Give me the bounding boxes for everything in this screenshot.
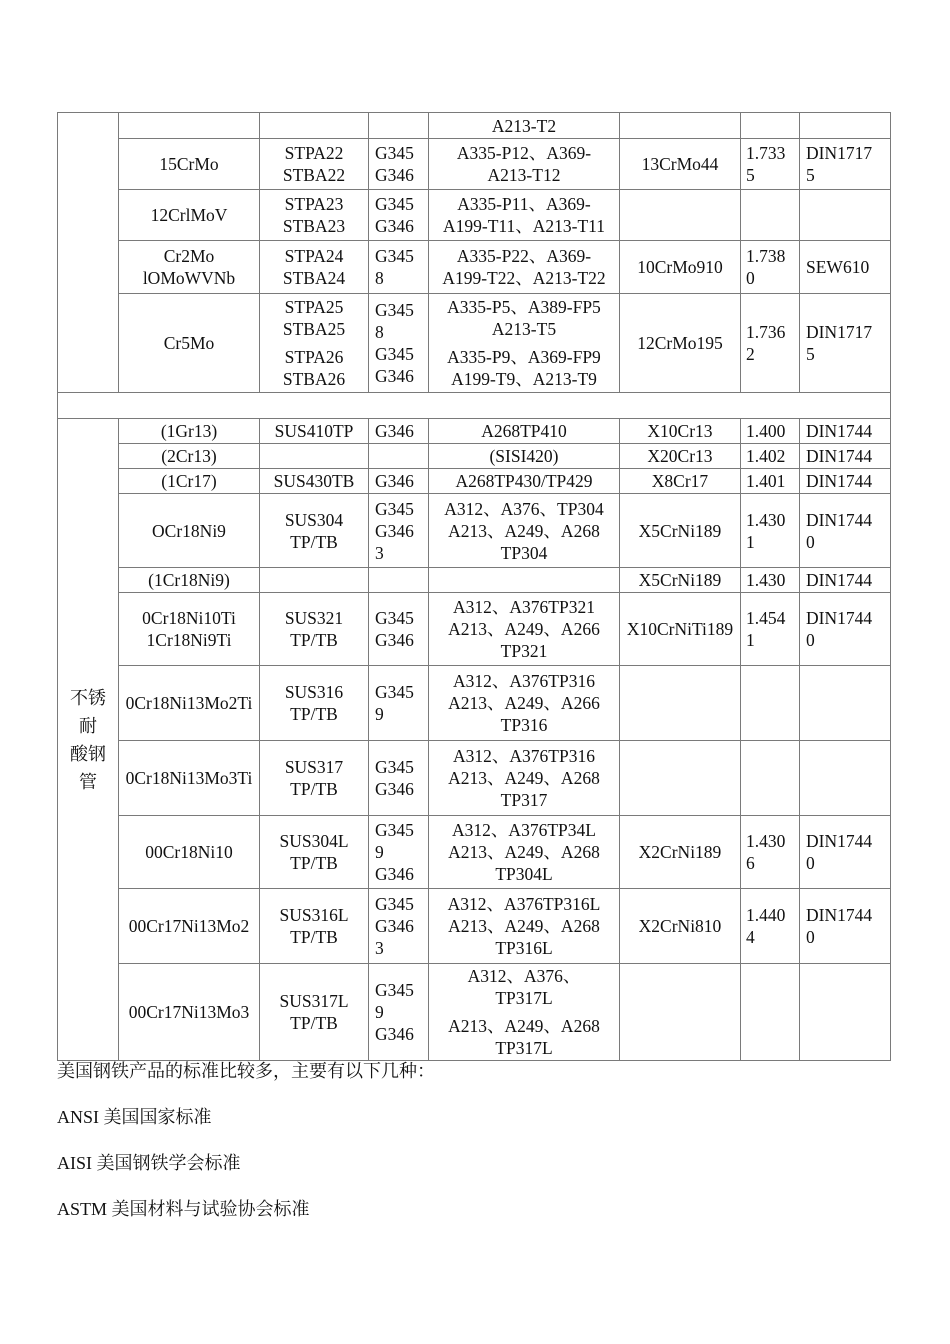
din-standard-cell xyxy=(800,190,891,241)
cell-line: SUS430TB xyxy=(273,471,355,491)
table-row xyxy=(58,419,891,444)
din-standard-cell xyxy=(800,568,891,593)
table-row xyxy=(58,139,891,190)
din-material-cell xyxy=(620,666,741,741)
jis-cell xyxy=(260,294,369,393)
cell-line: DIN1744 xyxy=(806,905,873,925)
cell-line: G346 xyxy=(375,520,414,541)
din-standard-cell xyxy=(800,419,891,444)
material-number-cell xyxy=(741,593,800,666)
jis-number-cell xyxy=(369,964,429,1061)
jis-cell xyxy=(260,741,369,816)
cell-line: 1.733 xyxy=(746,143,786,163)
cell-line: 1 xyxy=(746,531,755,552)
jis-cell xyxy=(260,419,369,444)
cell-line: 1.738 xyxy=(746,246,786,266)
grade-cell: (2Cr13) xyxy=(119,444,260,469)
jis-cell xyxy=(260,816,369,889)
cell-line: A335-P5、A389-FP5 xyxy=(447,297,601,317)
cell-line: G346 xyxy=(375,864,414,884)
cell-line: A213、A249、A266 xyxy=(448,619,600,639)
jis-number-cell xyxy=(369,568,429,593)
cell-line: A213、A249、A268 xyxy=(448,842,600,862)
astm-cell xyxy=(429,666,620,741)
cell-line: STBA24 xyxy=(282,268,346,288)
jis-cell xyxy=(260,113,369,139)
astm-cell xyxy=(429,816,620,889)
cell-line: G345 xyxy=(375,498,414,519)
din-standard-cell xyxy=(800,139,891,190)
astm-cell xyxy=(429,419,620,444)
cell-line: G345 xyxy=(375,820,414,840)
cell-line: TP317L xyxy=(495,988,553,1008)
cell-line: 5 xyxy=(806,344,815,364)
material-number-cell xyxy=(741,568,800,593)
cell-line: 4 xyxy=(746,927,755,947)
cell-line: STBA25 xyxy=(282,319,346,339)
cell-line: 5 xyxy=(746,165,755,185)
cell-line: 9 xyxy=(375,1002,384,1022)
material-number-cell xyxy=(741,469,800,494)
cell-line: STPA24 xyxy=(284,246,344,266)
cell-line: DIN1717 xyxy=(806,143,873,163)
cell-line: A312、A376、TP304 xyxy=(444,498,604,519)
spacer-cell xyxy=(58,393,891,419)
cell-line: A199-T9、A213-T9 xyxy=(451,369,597,389)
cell-line: (SISI420) xyxy=(489,446,559,466)
din-standard-cell xyxy=(800,241,891,294)
cell-line: A213-T12 xyxy=(487,165,561,185)
cell-line: STPA26 xyxy=(284,347,344,367)
cell-line: 0Cr18Ni10Ti xyxy=(142,608,236,628)
table-row xyxy=(58,444,891,469)
cell-line: A335-P11、A369- xyxy=(457,194,591,214)
jis-cell xyxy=(260,469,369,494)
note-intro: 美国钢铁产品的标准比较多，主要有以下几种： xyxy=(57,1061,435,1081)
cell-line: 0 xyxy=(746,268,755,288)
din-material-cell: 13CrMo44 xyxy=(620,139,741,190)
cell-line: A312、A376TP316L xyxy=(447,894,601,914)
cell-line: TP/TB xyxy=(290,779,338,799)
cell-line: G346 xyxy=(375,216,414,236)
cell-line: G345 xyxy=(375,246,414,266)
cell-line: 9 xyxy=(375,842,384,862)
astm-cell xyxy=(429,889,620,964)
cell-line: A199-T11、A213-T11 xyxy=(442,216,605,236)
cell-line: DIN1744 xyxy=(806,608,873,628)
grade-cell: 00Cr17Ni13Mo2 xyxy=(119,889,260,964)
cell-line: TP304 xyxy=(500,542,548,563)
cell-line: A213、A249、A268 xyxy=(448,1016,600,1036)
din-material-cell: 12CrMo195 xyxy=(620,294,741,393)
cell-line: 1.400 xyxy=(746,421,786,441)
grade-cell: OCr18Ni9 xyxy=(119,494,260,568)
material-number-cell xyxy=(741,139,800,190)
din-material-cell: X10Cr13 xyxy=(620,419,741,444)
jis-number-cell xyxy=(369,241,429,294)
cell-line: 管 xyxy=(79,771,97,792)
cell-line: 6 xyxy=(746,853,755,873)
material-number-cell xyxy=(741,494,800,568)
table-row xyxy=(58,113,891,139)
cell-line: SEW610 xyxy=(806,257,870,277)
cell-line: TP/TB xyxy=(290,704,338,724)
section-label-cell xyxy=(58,113,119,393)
din-material-cell xyxy=(620,113,741,139)
cell-line: A312、A376TP316 xyxy=(453,671,595,691)
cell-line: 0 xyxy=(806,630,815,650)
cell-line: lOMoWVNb xyxy=(142,268,236,288)
cell-line: G345 xyxy=(375,300,414,320)
cell-line: A213、A249、A268 xyxy=(448,520,600,541)
note-ansi: ANSI 美国国家标准 xyxy=(57,1107,212,1127)
grade-cell: 00Cr18Ni10 xyxy=(119,816,260,889)
jis-cell xyxy=(260,190,369,241)
cell-line: A268TP410 xyxy=(481,421,567,441)
cell-line: 1 xyxy=(746,630,755,650)
din-standard-cell xyxy=(800,889,891,964)
din-material-cell xyxy=(620,964,741,1061)
jis-number-cell xyxy=(369,889,429,964)
cell-line: TP317L xyxy=(495,1038,553,1058)
cell-line: STPA25 xyxy=(284,297,344,317)
jis-number-cell xyxy=(369,139,429,190)
cell-line: SUS317L xyxy=(279,991,349,1011)
cell-line: A312、A376TP34L xyxy=(452,820,596,840)
material-number-cell xyxy=(741,889,800,964)
cell-line: A213-T2 xyxy=(491,115,557,136)
table-row xyxy=(58,294,891,393)
cell-line: A213-T5 xyxy=(491,319,557,339)
astm-cell xyxy=(429,139,620,190)
table-row xyxy=(58,889,891,964)
cell-line: 9 xyxy=(375,704,384,724)
din-material-cell xyxy=(620,741,741,816)
cell-line: TP/TB xyxy=(290,927,338,947)
cell-line: G345 xyxy=(375,682,414,702)
astm-cell xyxy=(429,494,620,568)
astm-cell xyxy=(429,444,620,469)
cell-line: G345 xyxy=(375,894,414,914)
material-number-cell xyxy=(741,241,800,294)
jis-number-cell xyxy=(369,741,429,816)
cell-line: STBA23 xyxy=(282,216,346,236)
cell-line: A268TP430/TP429 xyxy=(455,471,593,491)
jis-cell xyxy=(260,964,369,1061)
material-number-cell xyxy=(741,113,800,139)
cell-line: 8 xyxy=(375,268,384,288)
jis-number-cell xyxy=(369,666,429,741)
cell-line: A213、A249、A268 xyxy=(448,916,600,936)
cell-line: 1.736 xyxy=(746,322,786,342)
cell-line: SUS304 xyxy=(284,509,344,530)
cell-line: TP/TB xyxy=(290,531,338,552)
jis-cell xyxy=(260,444,369,469)
astm-cell xyxy=(429,964,620,1061)
cell-line: G346 xyxy=(375,1024,414,1044)
cell-line: DIN1744 xyxy=(806,421,873,441)
cell-line: G345 xyxy=(375,757,414,777)
cell-line: G345 xyxy=(375,194,414,214)
cell-line: TP/TB xyxy=(290,1013,338,1033)
cell-line: G346 xyxy=(375,779,414,799)
cell-line: G345 xyxy=(375,344,414,364)
cell-line: 1.430 xyxy=(746,831,786,851)
din-standard-cell xyxy=(800,816,891,889)
astm-cell xyxy=(429,294,620,393)
din-standard-cell xyxy=(800,741,891,816)
grade-cell: 15CrMo xyxy=(119,139,260,190)
din-material-cell: X8Cr17 xyxy=(620,469,741,494)
cell-line: SUS316L xyxy=(279,905,349,925)
din-standard-cell xyxy=(800,666,891,741)
jis-number-cell xyxy=(369,469,429,494)
grade-cell: 12CrlMoV xyxy=(119,190,260,241)
jis-cell xyxy=(260,889,369,964)
astm-cell xyxy=(429,593,620,666)
din-material-cell: 10CrMo910 xyxy=(620,241,741,294)
table-row xyxy=(58,964,891,1061)
cell-line: DIN1717 xyxy=(806,322,873,342)
cell-line: STBA22 xyxy=(282,165,346,185)
cell-line: G346 xyxy=(375,630,414,650)
note-astm: ASTM 美国材料与试验协会标准 xyxy=(57,1199,310,1219)
jis-number-cell xyxy=(369,419,429,444)
din-material-cell: X20Cr13 xyxy=(620,444,741,469)
astm-cell xyxy=(429,113,620,139)
cell-line: 1.440 xyxy=(746,905,786,925)
cell-line: TP317 xyxy=(500,790,548,810)
table-row xyxy=(58,741,891,816)
cell-line: G346 xyxy=(375,471,414,491)
jis-number-cell xyxy=(369,816,429,889)
din-material-cell: X5CrNi189 xyxy=(620,568,741,593)
cell-line: DIN1744 xyxy=(806,570,873,590)
jis-number-cell xyxy=(369,190,429,241)
din-standard-cell xyxy=(800,444,891,469)
cell-line: TP316 xyxy=(500,715,548,735)
notes xyxy=(57,1060,435,1244)
cell-line: 1.402 xyxy=(746,446,786,466)
material-number-cell xyxy=(741,294,800,393)
table-row xyxy=(58,666,891,741)
table-row xyxy=(58,593,891,666)
din-material-cell: X2CrNi189 xyxy=(620,816,741,889)
material-number-cell xyxy=(741,666,800,741)
cell-line: G346 xyxy=(375,421,414,441)
cell-line: 1.454 xyxy=(746,608,786,628)
spacer-row xyxy=(58,393,891,419)
cell-line: SUS321 xyxy=(284,608,344,628)
cell-line: 耐 xyxy=(79,715,97,736)
jis-number-cell xyxy=(369,444,429,469)
cell-line: G345 xyxy=(375,980,414,1000)
cell-line: SUS317 xyxy=(284,757,344,777)
grade-cell: (1Cr18Ni9) xyxy=(119,568,260,593)
grade-cell: Cr5Mo xyxy=(119,294,260,393)
grade-cell xyxy=(119,593,260,666)
cell-line: DIN1744 xyxy=(806,509,873,530)
cell-line: 1.430 xyxy=(746,570,786,590)
din-material-cell: X10CrNiTi189 xyxy=(620,593,741,666)
astm-cell xyxy=(429,469,620,494)
jis-cell xyxy=(260,593,369,666)
cell-line: G345 xyxy=(375,143,414,163)
cell-line: SUS304L xyxy=(279,831,349,851)
cell-line: STBA26 xyxy=(282,369,346,389)
jis-number-cell xyxy=(369,494,429,568)
cell-line: TP304L xyxy=(495,864,553,884)
din-standard-cell xyxy=(800,593,891,666)
material-number-cell xyxy=(741,816,800,889)
din-standard-cell xyxy=(800,494,891,568)
astm-cell xyxy=(429,241,620,294)
cell-line: DIN1744 xyxy=(806,471,873,491)
cell-line: A199-T22、A213-T22 xyxy=(442,268,606,288)
cell-line: 不锈 xyxy=(70,687,106,708)
din-standard-cell xyxy=(800,113,891,139)
astm-cell xyxy=(429,190,620,241)
grade-cell xyxy=(119,113,260,139)
cell-line: G346 xyxy=(375,916,414,936)
cell-line: STPA22 xyxy=(284,143,344,163)
cell-line: 5 xyxy=(806,165,815,185)
cell-line: A335-P9、A369-FP9 xyxy=(447,347,601,367)
cell-line: 0 xyxy=(806,853,815,873)
cell-line: 8 xyxy=(375,322,384,342)
cell-line: 1.430 xyxy=(746,509,786,530)
din-material-cell: X5CrNi189 xyxy=(620,494,741,568)
section-label-stainless xyxy=(58,419,119,1061)
cell-line: A335-P22、A369- xyxy=(456,246,592,266)
cell-line: TP316L xyxy=(495,938,553,958)
cell-line: DIN1744 xyxy=(806,831,873,851)
cell-line: A312、A376TP316 xyxy=(453,746,595,766)
grade-cell: (1Cr17) xyxy=(119,469,260,494)
jis-number-cell xyxy=(369,593,429,666)
din-standard-cell xyxy=(800,294,891,393)
cell-line: TP321 xyxy=(500,641,548,661)
material-number-cell xyxy=(741,419,800,444)
cell-line: STPA23 xyxy=(284,194,344,214)
grade-cell: 0Cr18Ni13Mo3Ti xyxy=(119,741,260,816)
cell-line: A312、A376TP321 xyxy=(453,597,595,617)
cell-line: TP/TB xyxy=(290,853,338,873)
cell-line: SUS410TP xyxy=(274,421,354,441)
cell-line: G346 xyxy=(375,366,414,386)
grade-cell xyxy=(119,241,260,294)
cell-line: G345 xyxy=(375,608,414,628)
cell-line: 1Cr18Ni9Ti xyxy=(146,630,232,650)
jis-number-cell xyxy=(369,294,429,393)
cell-line: TP/TB xyxy=(290,630,338,650)
cell-line: SUS316 xyxy=(284,682,344,702)
material-number-cell xyxy=(741,444,800,469)
material-number-cell xyxy=(741,190,800,241)
cell-line: G346 xyxy=(375,165,414,185)
jis-cell xyxy=(260,666,369,741)
cell-line: 3 xyxy=(375,938,384,958)
material-number-cell xyxy=(741,741,800,816)
cell-line: Cr2Mo xyxy=(163,246,215,266)
astm-cell xyxy=(429,568,620,593)
din-material-cell: X2CrNi810 xyxy=(620,889,741,964)
material-number-cell xyxy=(741,964,800,1061)
jis-cell xyxy=(260,241,369,294)
cell-line: A312、A376、 xyxy=(467,966,581,986)
steel-standards-table xyxy=(57,112,891,1061)
jis-number-cell xyxy=(369,113,429,139)
cell-line: 1.401 xyxy=(746,471,786,491)
grade-cell: (1Gr13) xyxy=(119,419,260,444)
cell-line: 2 xyxy=(746,344,755,364)
cell-line: DIN1744 xyxy=(806,446,873,466)
grade-cell: 00Cr17Ni13Mo3 xyxy=(119,964,260,1061)
table-row xyxy=(58,190,891,241)
cell-line: 3 xyxy=(375,542,384,563)
cell-line: A335-P12、A369- xyxy=(456,143,592,163)
table-row xyxy=(58,816,891,889)
jis-cell xyxy=(260,494,369,568)
cell-line: 酸钢 xyxy=(70,743,106,764)
astm-cell xyxy=(429,741,620,816)
note-aisi: AISI 美国钢铁学会标准 xyxy=(57,1153,241,1173)
table-row xyxy=(58,494,891,568)
table-row xyxy=(58,568,891,593)
cell-line: A213、A249、A266 xyxy=(448,693,600,713)
cell-line: A213、A249、A268 xyxy=(448,768,600,788)
din-material-cell xyxy=(620,190,741,241)
din-standard-cell xyxy=(800,469,891,494)
cell-line: 0 xyxy=(806,531,815,552)
jis-cell xyxy=(260,568,369,593)
table-row xyxy=(58,241,891,294)
cell-line: 0 xyxy=(806,927,815,947)
din-standard-cell xyxy=(800,964,891,1061)
grade-cell: 0Cr18Ni13Mo2Ti xyxy=(119,666,260,741)
jis-cell xyxy=(260,139,369,190)
table-row xyxy=(58,469,891,494)
